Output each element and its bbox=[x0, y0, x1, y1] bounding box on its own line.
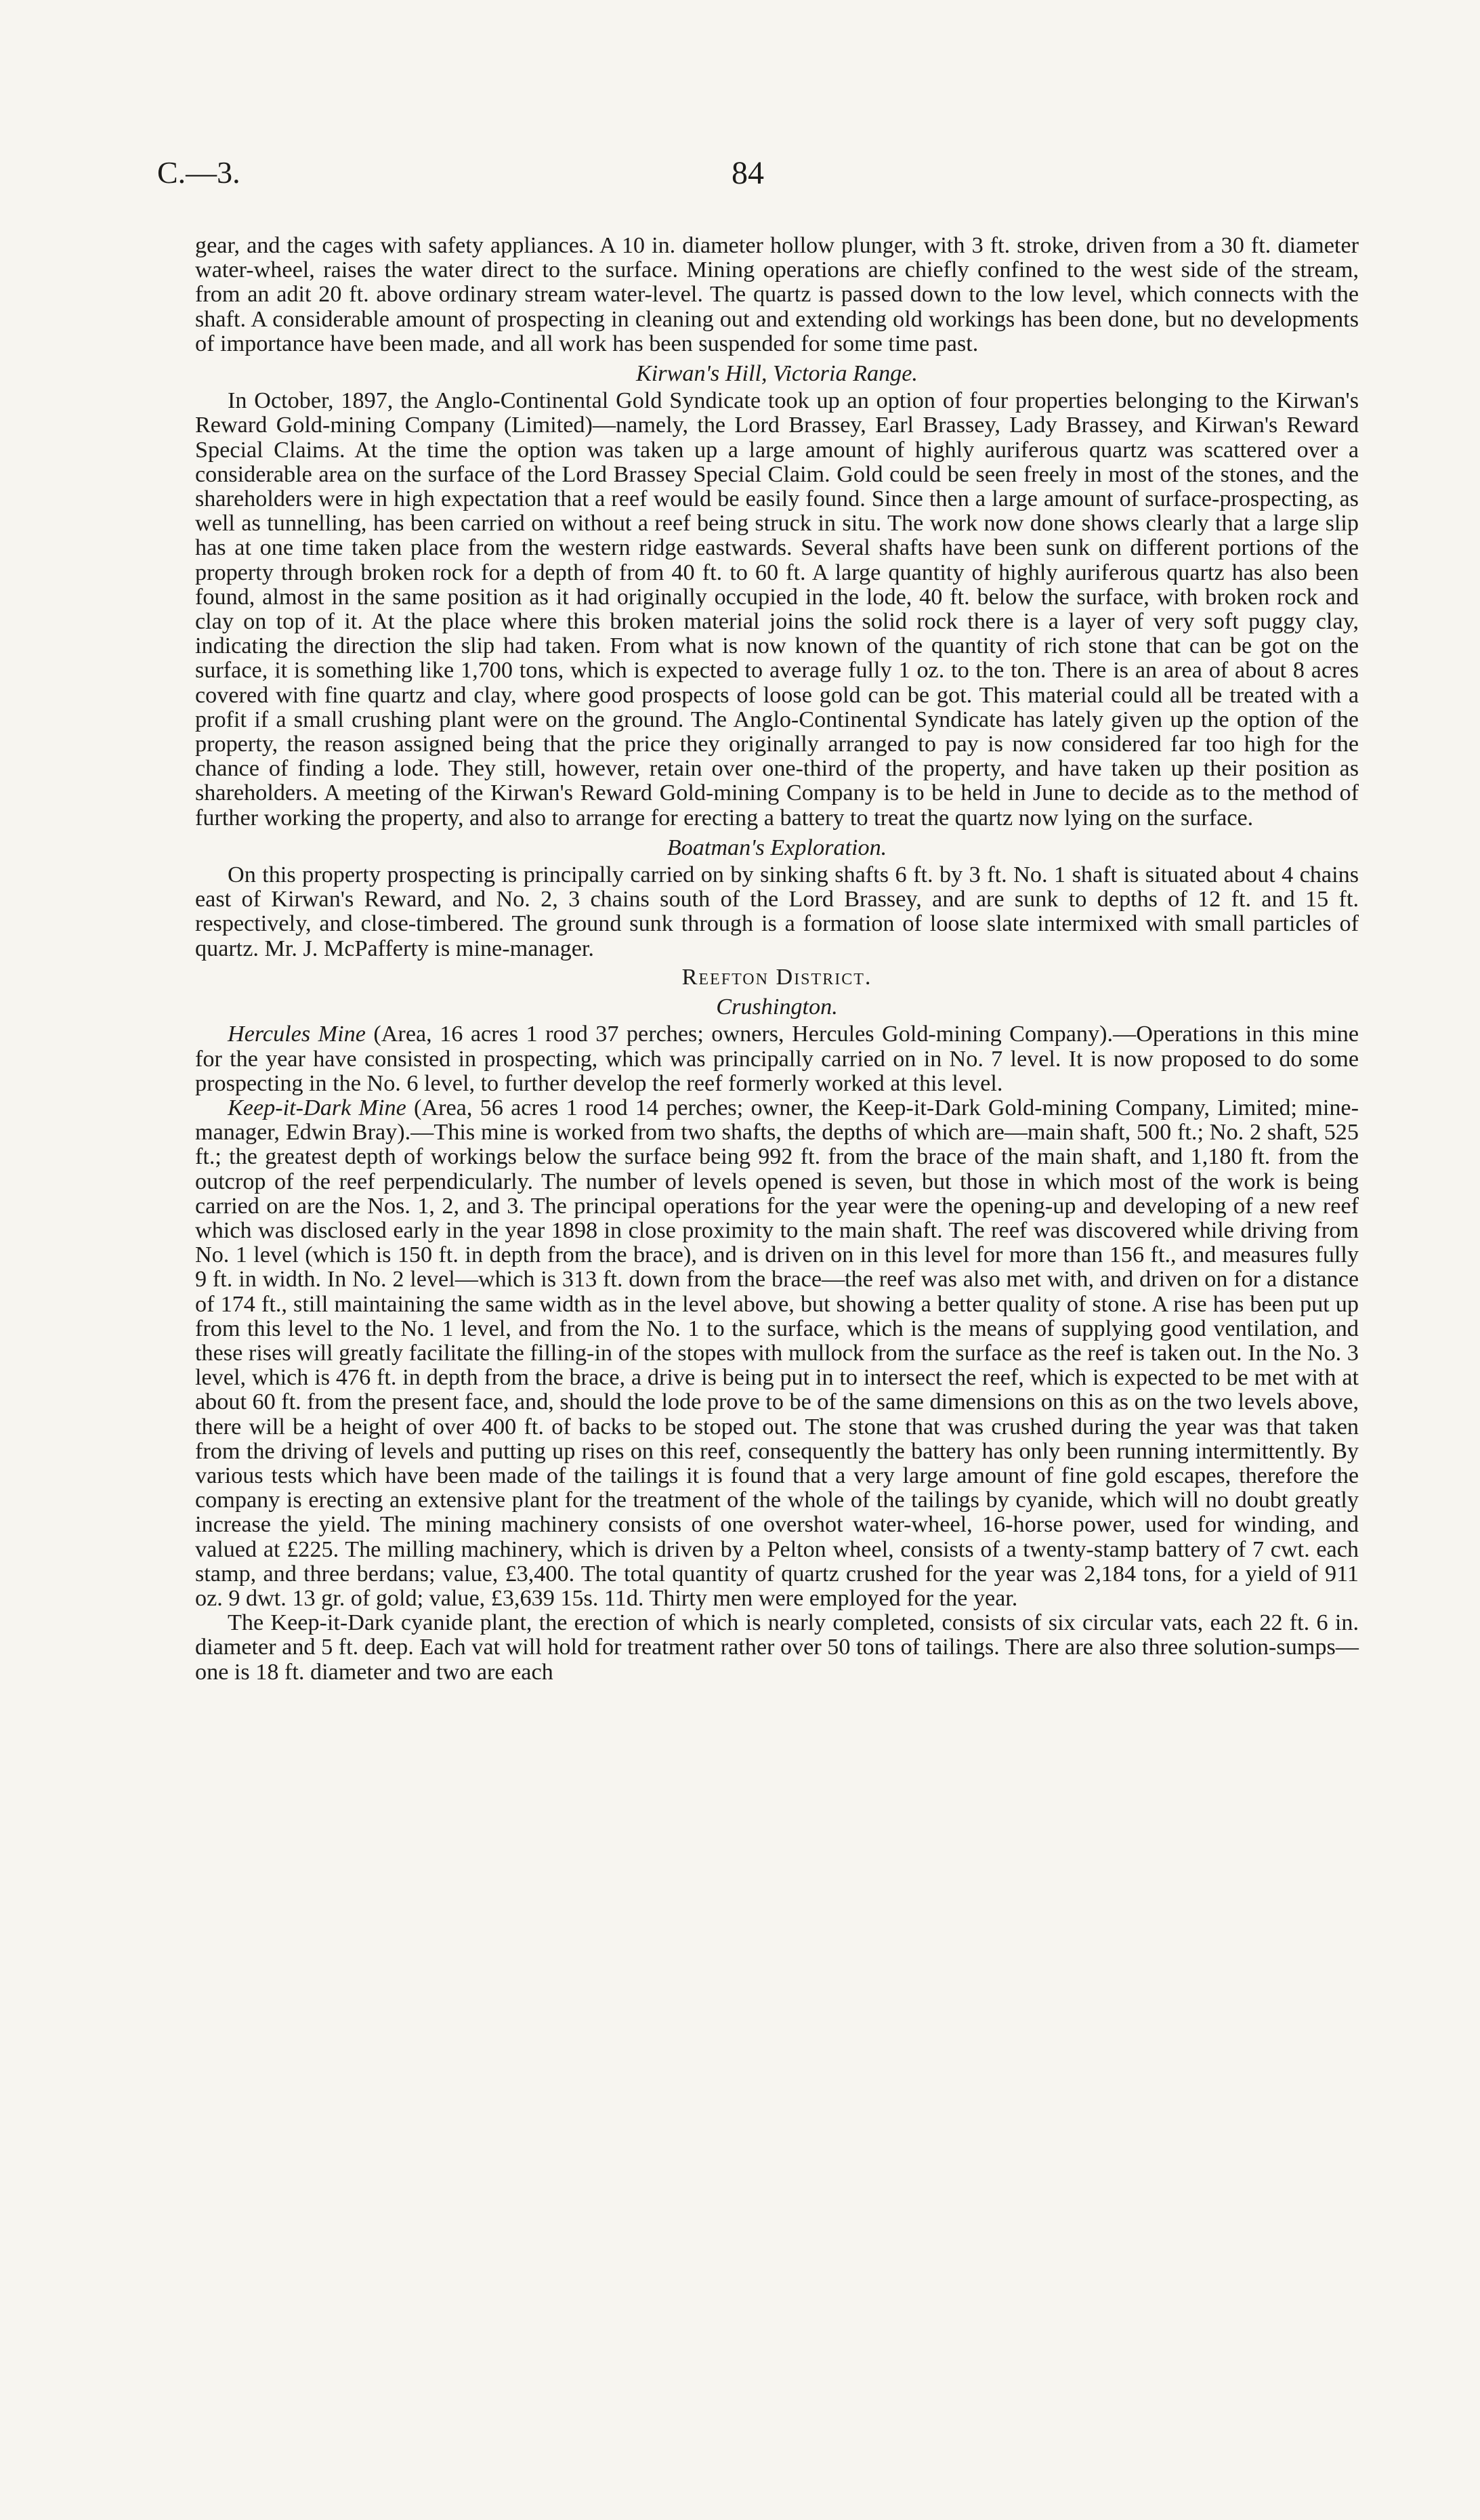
page-header bbox=[157, 154, 1349, 215]
section-heading-reefton-district: Reefton District. bbox=[681, 964, 872, 990]
subsection-heading-crushington: Crushington. bbox=[716, 994, 838, 1020]
paragraph-text: (Area, 16 acres 1 rood 37 perches; owners, Hercules Gold-mining Company).—Operations in this mine for the year have consisted in prospecting, which was principally carried on in No. 7 level. It is now proposed to do some prospecting in the No. 6 level, to further develop the reef formerly worked at this level. bbox=[195, 1022, 1359, 1096]
paragraph-hercules-mine bbox=[195, 1022, 1359, 1096]
page-number: 84 bbox=[732, 155, 764, 191]
section-heading-kirwans-hill: Kirwan's Hill, Victoria Range. bbox=[636, 361, 918, 387]
paragraph-keep-it-dark-mine bbox=[195, 1096, 1359, 1611]
section-heading-boatmans-exploration: Boatman's Exploration. bbox=[667, 835, 887, 860]
page-body bbox=[195, 234, 1359, 1685]
mine-name-keep-it-dark: Keep-it-Dark Mine bbox=[228, 1095, 406, 1120]
paragraph-cyanide-plant: The Keep-it-Dark cyanide plant, the erection of which is nearly completed, consists of six circular vats, each 22 ft. 6 in. diameter and 5 ft. deep. Each vat will hold for treatment rather over 50 tons of tailings. There are also three solution-sumps—one is 18 ft. diameter and two are each bbox=[195, 1610, 1359, 1685]
mine-name-hercules: Hercules Mine bbox=[228, 1022, 366, 1047]
paragraph-kirwans-hill: In October, 1897, the Anglo-Continental Gold Syndicate took up an option of four properties belonging to the Kirwan's Reward Gold-mining Company (Limited)—namely, the Lord Brassey, Earl Brassey, Lady Brassey, and Kirwan's Reward Special Claims. At the time the option was taken up a large amount of highly auriferous quartz was scattered over a considerable area on the surface of the Lord Brassey Special Claim. Gold could be seen freely in most of the stones, and the shareholders were in high expectation that a reef would be easily found. Since then a large amount of surface-prospecting, as well as tunnelling, has been carried on without a reef being struck in situ. The work now done shows clearly that a large slip has at one time taken place from the western ridge eastwards. Several shafts have been sunk on different portions of the property through broken rock for a depth of from 40 ft. to 60 ft. A large quantity of highly auriferous quartz has also been found, almost in the same position as it had originally occupied in the lode, 40 ft. below the surface, with broken rock and clay on top of it. At the place where this broken material joins the solid rock there is a layer of very soft puggy clay, indicating the direction the slip had taken. From what is now known of the quantity of rich stone that can be got on the surface, it is something like 1,700 tons, which is expected to average fully 1 oz. to the ton. There is an area of about 8 acres covered with fine quartz and clay, where good prospects of loose gold can be got. This material could all be treated with a profit if a small crushing plant were on the ground. The Anglo-Continental Syndicate has lately given up the option of the property, the reason assigned being that the price they originally arranged to pay is now considered far too high for the chance of finding a lode. They still, however, retain over one-third of the property, and have taken up their position as shareholders. A meeting of the Kirwan's Reward Gold-mining Company is to be held in June to decide as to the method of further working the property, and also to arrange for erecting a battery to treat the quartz now lying on the surface. bbox=[195, 388, 1359, 831]
paragraph-text: (Area, 56 acres 1 rood 14 perches; owner, the Keep-it-Dark Gold-mining Company, Limited; mine-manager, Edwin Bray).—This mine is worked from two shafts, the depths of which are—main shaft, 500 ft.; No. 2 shaft, 525 ft.; the greatest depth of workings below the surface being 992 ft. from the brace of the main shaft, and 1,180 ft. from the outcrop of the reef perpendicularly. The number of levels opened is seven, but those in which most of the work is being carried on are the Nos. 1, 2, and 3. The principal operations for the year were the opening-up and developing of a new reef which was disclosed early in the year 1898 in close proximity to the main shaft. The reef was discovered while driving from No. 1 level (which is 150 ft. in depth from the brace), and is driven on in this level for more than 156 ft., and measures fully 9 ft. in width. In No. 2 level—which is 313 ft. down from the brace—the reef was also met with, and driven on for a distance of 174 ft., still maintaining the same width as in the level above, but showing a better quality of stone. A rise has been put up from this level to the No. 1 level, and from the No. 1 to the surface, which is the means of supplying good ventilation, and these rises will greatly facilitate the filling-in of the stopes with mullock from the surface as the reef is taken out. In the No. 3 level, which is 476 ft. in depth from the brace, a drive is being put in to intersect the reef, which is expected to be met with at about 60 ft. from the present face, and, should the lode prove to be of the same dimensions on this as on the two levels above, there will be a height of over 400 ft. of backs to be stoped out. The stone that was crushed during the year was that taken from the driving of levels and putting up rises on this reef, consequently the battery has only been running intermittently. By various tests which have been made of the tailings it is found that a very large amount of fine gold escapes, therefore the company is erecting an extensive plant for the treatment of the whole of the tailings by cyanide, which will no doubt greatly increase the yield. The mining machinery consists of one overshot water-wheel, 16-horse power, used for winding, and valued at £225. The milling machinery, which is driven by a Pelton wheel, consists of a twenty-stamp battery of 7 cwt. each stamp, and three berdans; value, £3,400. The total quantity of quartz crushed for the year was 2,184 tons, for a yield of 911 oz. 9 dwt. 13 gr. of gold; value, £3,639 15s. 11d. Thirty men were employed for the year. bbox=[195, 1095, 1359, 1611]
paragraph-gear: gear, and the cages with safety appliances. A 10 in. diameter hollow plunger, with 3 ft. stroke, driven from a 30 ft. diameter water-wheel, raises the water direct to the surface. Mining operations are chiefly confined to the west side of the stream, from an adit 20 ft. above ordinary stream water-level. The quartz is passed down to the low level, which connects with the shaft. A considerable amount of prospecting in cleaning out and extending old workings has been done, but no developments of importance have been made, and all work has been suspended for some time past. bbox=[195, 233, 1359, 356]
document-reference: C.—3. bbox=[157, 155, 240, 190]
paragraph-boatmans-exploration: On this property prospecting is principally carried on by sinking shafts 6 ft. by 3 ft. No. 1 shaft is situated about 4 chains east of Kirwan's Reward, and No. 2, 3 chains south of the Lord Brassey, and are sunk to depths of 12 ft. and 15 ft. respectively, and close-timbered. The ground sunk through is a formation of loose slate intermixed with small particles of quartz. Mr. J. McPafferty is mine-manager. bbox=[195, 862, 1359, 961]
